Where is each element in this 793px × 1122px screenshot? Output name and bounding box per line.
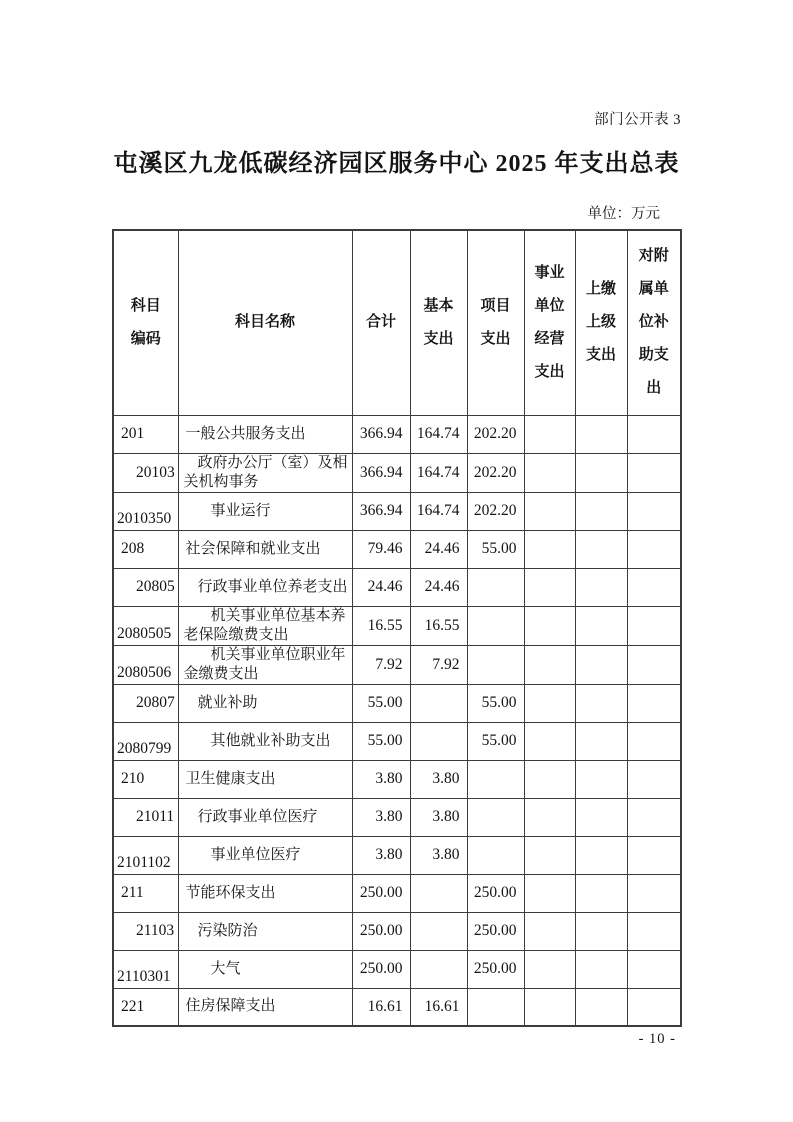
subject-name-cell: 机关事业单位职业年金缴费支出 xyxy=(178,645,352,684)
subject-name-cell: 社会保障和就业支出 xyxy=(178,530,352,568)
operating-expenditure-cell xyxy=(524,415,575,453)
total-cell: 24.46 xyxy=(352,568,410,606)
table-row xyxy=(113,453,681,492)
total-cell: 3.80 xyxy=(352,760,410,798)
project-expenditure-cell xyxy=(467,836,524,874)
subject-code-cell: 2010350 xyxy=(113,492,178,530)
basic-expenditure-cell: 16.61 xyxy=(410,988,467,1026)
project-expenditure-cell xyxy=(467,568,524,606)
subject-name-cell: 一般公共服务支出 xyxy=(178,415,352,453)
table-row xyxy=(113,722,681,760)
project-expenditure-cell: 250.00 xyxy=(467,950,524,988)
subject-code-cell: 20805 xyxy=(113,568,178,606)
upward-payment-cell xyxy=(575,415,627,453)
upward-payment-cell xyxy=(575,798,627,836)
upward-payment-cell xyxy=(575,530,627,568)
total-cell: 366.94 xyxy=(352,453,410,492)
subsidy-to-affiliates-cell xyxy=(627,950,681,988)
table-row xyxy=(113,988,681,1026)
subject-code-cell: 21103 xyxy=(113,912,178,950)
table-row xyxy=(113,950,681,988)
subject-name-cell: 政府办公厅（室）及相关机构事务 xyxy=(178,453,352,492)
subject-code-cell: 211 xyxy=(113,874,178,912)
table-row xyxy=(113,492,681,530)
subject-code-cell: 2110301 xyxy=(113,950,178,988)
col-header-upward-payment xyxy=(575,230,627,415)
operating-expenditure-cell xyxy=(524,606,575,645)
total-cell: 55.00 xyxy=(352,722,410,760)
upward-payment-cell xyxy=(575,606,627,645)
table-row xyxy=(113,798,681,836)
col-header-subject-code-label: 科目编码 xyxy=(130,297,161,347)
basic-expenditure-cell: 3.80 xyxy=(410,760,467,798)
upward-payment-cell xyxy=(575,912,627,950)
total-cell: 366.94 xyxy=(352,492,410,530)
operating-expenditure-cell xyxy=(524,568,575,606)
table-row xyxy=(113,606,681,645)
upward-payment-cell xyxy=(575,645,627,684)
subsidy-to-affiliates-cell xyxy=(627,453,681,492)
total-cell: 16.61 xyxy=(352,988,410,1026)
subsidy-to-affiliates-cell xyxy=(627,492,681,530)
upward-payment-cell xyxy=(575,453,627,492)
subject-code-cell: 208 xyxy=(113,530,178,568)
subsidy-to-affiliates-cell xyxy=(627,912,681,950)
total-cell: 3.80 xyxy=(352,836,410,874)
project-expenditure-cell xyxy=(467,798,524,836)
col-header-subject-name-label: 科目名称 xyxy=(234,314,295,331)
col-header-subject-name xyxy=(178,230,352,415)
total-cell: 250.00 xyxy=(352,874,410,912)
project-expenditure-cell xyxy=(467,606,524,645)
basic-expenditure-cell: 164.74 xyxy=(410,453,467,492)
col-header-subsidy-to-affiliates-label: 对附属单位补助支出 xyxy=(638,248,669,397)
upward-payment-cell xyxy=(575,568,627,606)
subject-name-cell: 大气 xyxy=(178,950,352,988)
project-expenditure-cell: 250.00 xyxy=(467,874,524,912)
basic-expenditure-cell: 3.80 xyxy=(410,836,467,874)
table-row xyxy=(113,645,681,684)
col-header-operating-expenditure xyxy=(524,230,575,415)
basic-expenditure-cell: 3.80 xyxy=(410,798,467,836)
col-header-basic-expenditure xyxy=(410,230,467,415)
project-expenditure-cell: 55.00 xyxy=(467,530,524,568)
col-header-total-label: 合计 xyxy=(365,314,396,331)
total-cell: 55.00 xyxy=(352,684,410,722)
operating-expenditure-cell xyxy=(524,760,575,798)
table-row xyxy=(113,684,681,722)
basic-expenditure-cell: 7.92 xyxy=(410,645,467,684)
table-header-row xyxy=(113,230,681,415)
total-cell: 250.00 xyxy=(352,950,410,988)
basic-expenditure-cell: 164.74 xyxy=(410,492,467,530)
project-expenditure-cell: 202.20 xyxy=(467,453,524,492)
project-expenditure-cell: 202.20 xyxy=(467,415,524,453)
operating-expenditure-cell xyxy=(524,453,575,492)
page-title: 屯溪区九龙低碳经济园区服务中心 2025 年支出总表 xyxy=(113,151,680,177)
project-expenditure-cell xyxy=(467,988,524,1026)
subject-name-cell: 其他就业补助支出 xyxy=(178,722,352,760)
unit-note: 单位：万元 xyxy=(587,206,660,222)
operating-expenditure-cell xyxy=(524,722,575,760)
subject-code-cell: 221 xyxy=(113,988,178,1026)
subsidy-to-affiliates-cell xyxy=(627,760,681,798)
total-cell: 7.92 xyxy=(352,645,410,684)
total-cell: 366.94 xyxy=(352,415,410,453)
subsidy-to-affiliates-cell xyxy=(627,874,681,912)
total-cell: 3.80 xyxy=(352,798,410,836)
subsidy-to-affiliates-cell xyxy=(627,568,681,606)
subsidy-to-affiliates-cell xyxy=(627,645,681,684)
project-expenditure-cell xyxy=(467,760,524,798)
operating-expenditure-cell xyxy=(524,645,575,684)
subject-name-cell: 污染防治 xyxy=(178,912,352,950)
table-row xyxy=(113,760,681,798)
basic-expenditure-cell xyxy=(410,950,467,988)
subject-name-cell: 机关事业单位基本养老保险缴费支出 xyxy=(178,606,352,645)
subject-code-cell: 2101102 xyxy=(113,836,178,874)
upward-payment-cell xyxy=(575,722,627,760)
upward-payment-cell xyxy=(575,988,627,1026)
col-header-subject-code xyxy=(113,230,178,415)
subject-code-cell: 20103 xyxy=(113,453,178,492)
basic-expenditure-cell: 16.55 xyxy=(410,606,467,645)
subsidy-to-affiliates-cell xyxy=(627,988,681,1026)
upward-payment-cell xyxy=(575,874,627,912)
upward-payment-cell xyxy=(575,760,627,798)
page-number: - 10 - xyxy=(638,1031,676,1047)
subject-name-cell: 行政事业单位养老支出 xyxy=(178,568,352,606)
project-expenditure-cell: 250.00 xyxy=(467,912,524,950)
subject-name-cell: 事业单位医疗 xyxy=(178,836,352,874)
subject-name-cell: 住房保障支出 xyxy=(178,988,352,1026)
subject-code-cell: 210 xyxy=(113,760,178,798)
subject-code-cell: 201 xyxy=(113,415,178,453)
subsidy-to-affiliates-cell xyxy=(627,606,681,645)
col-header-operating-expenditure-label: 事业单位经营支出 xyxy=(534,264,565,380)
project-expenditure-cell: 55.00 xyxy=(467,722,524,760)
subject-name-cell: 事业运行 xyxy=(178,492,352,530)
operating-expenditure-cell xyxy=(524,988,575,1026)
col-header-subsidy-to-affiliates xyxy=(627,230,681,415)
total-cell: 16.55 xyxy=(352,606,410,645)
subject-code-cell: 21011 xyxy=(113,798,178,836)
basic-expenditure-cell xyxy=(410,722,467,760)
total-cell: 250.00 xyxy=(352,912,410,950)
subsidy-to-affiliates-cell xyxy=(627,722,681,760)
operating-expenditure-cell xyxy=(524,798,575,836)
total-cell: 79.46 xyxy=(352,530,410,568)
subject-code-cell: 20807 xyxy=(113,684,178,722)
operating-expenditure-cell xyxy=(524,874,575,912)
col-header-project-expenditure-label: 项目支出 xyxy=(480,297,511,347)
basic-expenditure-cell xyxy=(410,684,467,722)
table-row xyxy=(113,530,681,568)
subject-code-cell: 2080505 xyxy=(113,606,178,645)
operating-expenditure-cell xyxy=(524,836,575,874)
basic-expenditure-cell xyxy=(410,912,467,950)
doc-label: 部门公开表 3 xyxy=(594,112,681,128)
basic-expenditure-cell: 24.46 xyxy=(410,568,467,606)
upward-payment-cell xyxy=(575,492,627,530)
subject-name-cell: 节能环保支出 xyxy=(178,874,352,912)
subject-code-cell: 2080506 xyxy=(113,645,178,684)
table-row xyxy=(113,874,681,912)
col-header-upward-payment-label: 上缴上级支出 xyxy=(586,281,617,364)
basic-expenditure-cell: 164.74 xyxy=(410,415,467,453)
project-expenditure-cell xyxy=(467,645,524,684)
subject-name-cell: 卫生健康支出 xyxy=(178,760,352,798)
expenditure-table xyxy=(112,229,682,1027)
subsidy-to-affiliates-cell xyxy=(627,836,681,874)
subsidy-to-affiliates-cell xyxy=(627,684,681,722)
subject-name-cell: 行政事业单位医疗 xyxy=(178,798,352,836)
upward-payment-cell xyxy=(575,950,627,988)
basic-expenditure-cell xyxy=(410,874,467,912)
subsidy-to-affiliates-cell xyxy=(627,798,681,836)
operating-expenditure-cell xyxy=(524,912,575,950)
col-header-basic-expenditure-label: 基本支出 xyxy=(423,297,454,347)
col-header-project-expenditure xyxy=(467,230,524,415)
table-row xyxy=(113,912,681,950)
project-expenditure-cell: 202.20 xyxy=(467,492,524,530)
subject-code-cell: 2080799 xyxy=(113,722,178,760)
table-row xyxy=(113,415,681,453)
subsidy-to-affiliates-cell xyxy=(627,530,681,568)
upward-payment-cell xyxy=(575,836,627,874)
subject-name-cell: 就业补助 xyxy=(178,684,352,722)
table-row xyxy=(113,836,681,874)
operating-expenditure-cell xyxy=(524,684,575,722)
project-expenditure-cell: 55.00 xyxy=(467,684,524,722)
upward-payment-cell xyxy=(575,684,627,722)
table-row xyxy=(113,568,681,606)
basic-expenditure-cell: 24.46 xyxy=(410,530,467,568)
subsidy-to-affiliates-cell xyxy=(627,415,681,453)
operating-expenditure-cell xyxy=(524,950,575,988)
col-header-total xyxy=(352,230,410,415)
operating-expenditure-cell xyxy=(524,530,575,568)
operating-expenditure-cell xyxy=(524,492,575,530)
